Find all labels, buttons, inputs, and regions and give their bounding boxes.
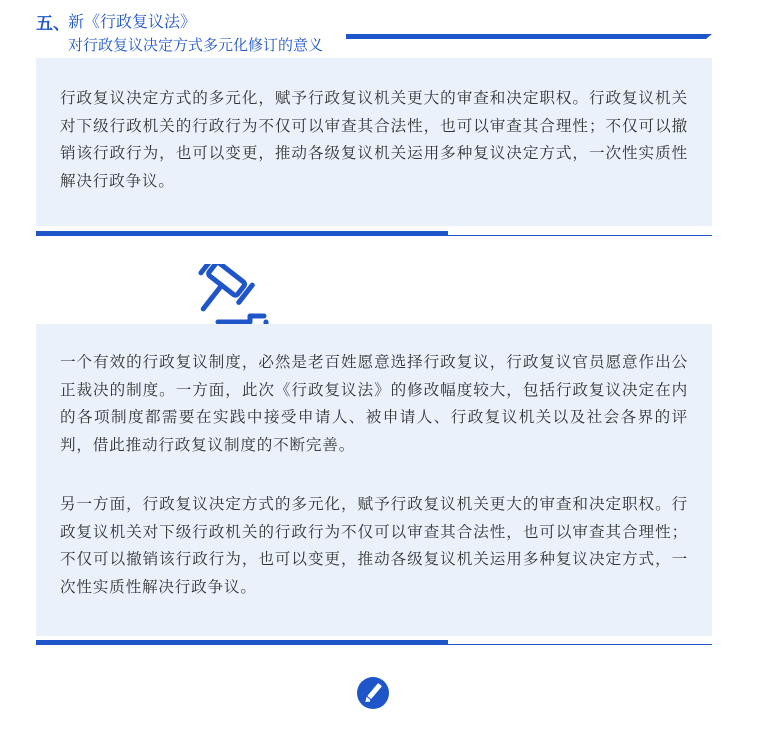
divider-2	[36, 640, 712, 645]
content-panel-2	[36, 324, 712, 636]
panel-1-paragraph: 行政复议决定方式的多元化，赋予行政复议机关更大的审查和决定职权。行政复议机关对下级行政机关的行政行为不仅可以审查其合法性，也可以审查其合理性；不仅可以撤销该行政行为，也可以变更，推动各级复议机关运用多种复议决定方式，一次性实质性解决行政争议。	[60, 89, 688, 190]
panel-2-paragraph-2: 另一方面，行政复议决定方式的多元化，赋予行政复议机关更大的审查和决定职权。行政复议机关对下级行政机关的行政行为不仅可以审查其合法性，也可以审查其合理性；不仅可以撤销该行政行为，也可以变更，推动各级复议机关运用多种复议决定方式，一次性实质性解决行政争议。	[60, 495, 688, 596]
header-underline	[346, 34, 706, 39]
divider-2-thin	[448, 644, 712, 645]
section-title: 新《行政复议法》	[68, 12, 197, 31]
divider-1-thin	[448, 235, 712, 236]
panel-2-paragraph-1: 一个有效的行政复议制度，必然是老百姓愿意选择行政复议，行政复议官员愿意作出公正裁决的制度。一方面，此次《行政复议法》的修改幅度较大，包括行政复议决定在内的各项制度都需要在实践中接受申请人、被申请人、行政复议机关以及社会各界的评判，借此推动行政复议制度的不断完善。	[60, 353, 688, 454]
divider-1	[36, 231, 712, 236]
divider-1-thick	[36, 231, 448, 236]
section-number: 五、	[36, 14, 70, 34]
section-header	[36, 6, 712, 54]
content-panel-1	[36, 58, 712, 226]
divider-2-thick	[36, 640, 448, 645]
pen-icon	[356, 676, 390, 710]
section-subtitle: 对行政复议决定方式多元化修订的意义	[68, 36, 324, 54]
